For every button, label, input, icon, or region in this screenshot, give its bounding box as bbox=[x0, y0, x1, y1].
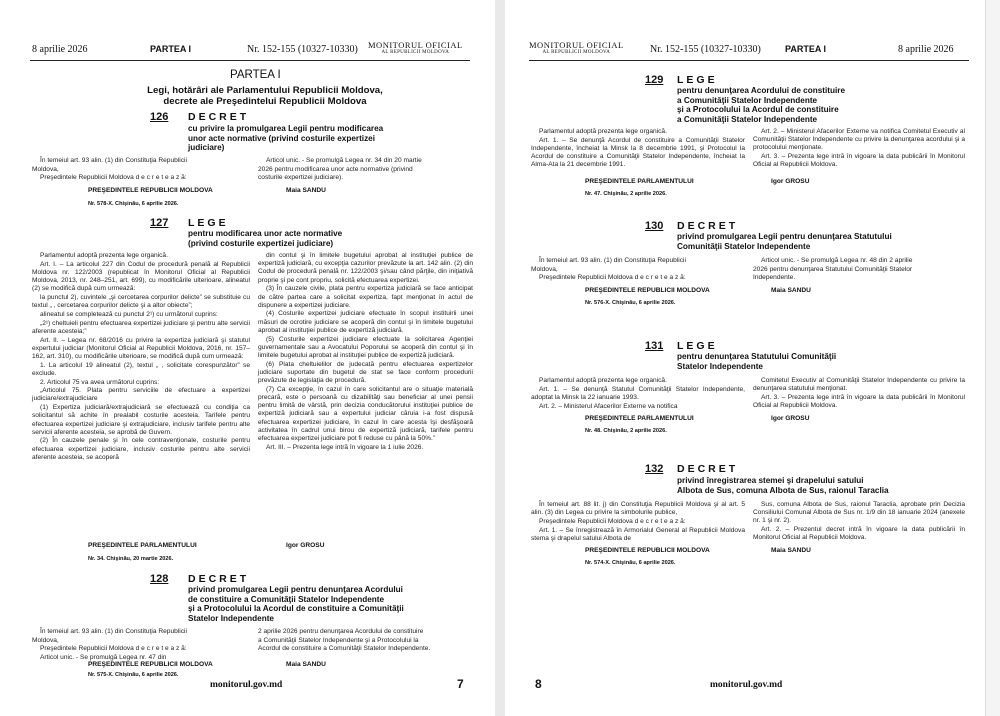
paragraph: (7) Ca excepţie, în cazul în care solicitantul are o situaţie materială precară, este o persoană cu dizabilităţi sau beneficiar al unei pensii pentru limită de vârstă, prin decizia conducătorului instituţiei publice de expertiză judiciară sau a expertului judiciar căruia i-a fost dispusă efectuarea expertizei judiciare, în cazul în care acesta îşi desfăşoară activitatea în cadrul unui birou de expertiză judiciară, tarifele pentru efectuarea expertizei judiciare pot fi reduse cu până la 50%.” bbox=[258, 385, 473, 442]
paragraph: Art. 3. – Prezenta lege intră în vigoare la data publicării în Monitorul Oficial al Republicii Moldova. bbox=[753, 393, 965, 410]
paragraph: (1) Expertiza judiciară/extrajudiciară se efectuează cu condiţia ca solicitantul să achite în prealabil costurile acesteia. Tarifele pentru efectuarea expertizei judiciare şi extrajudiciare, inclusiv tarifele pentru alte servicii aferente acesteia, se aprobă de Guvern. bbox=[32, 404, 250, 436]
act-body-left: În temeiul art. 93 alin. (1) din Constituţia Republicii Moldova, Preşedintele Republicii Moldova d e c r e t e a z ă: Articol unic. - Se promulgă Legea nr. 47 din bbox=[32, 628, 187, 662]
paragraph: Art. III. – Prezenta lege intră în vigoare la 1 iulie 2026. bbox=[266, 443, 424, 451]
signer-title: PREŞEDINTELE PARLAMENTULUI bbox=[585, 415, 694, 422]
paragraph: Sus, comuna Albota de Sus, raionul Taraclia, aprobate prin Decizia Consiliului Comunal Albota de Sus nr. 1/9 din 18 ianuarie 2024 (anexele nr. 1 şi nr. 2). bbox=[753, 501, 965, 525]
paragraph: Art. II. – Legea nr. 68/2016 cu privire la expertiza judiciară şi statutul expertului judiciar (Monitorul Oficial al Republicii Moldova, 2016, nr. 157–162, art. 310), cu modificările ulterioare, se modifică după cum urmează: bbox=[32, 336, 250, 360]
signer-name: Maia SANDU bbox=[771, 547, 811, 554]
signer-name: Maia SANDU bbox=[286, 661, 326, 668]
act-body-left bbox=[531, 377, 745, 411]
page-right bbox=[505, 0, 1000, 716]
act-title: pentru denunţarea Acordului de constituire a Comunităţii Statelor Independente şi a Protocolului la Acordul de constituire a Comunităţii Statelor Independente bbox=[677, 86, 846, 124]
act-body-left: În temeiul art. 93 alin. (1) din Constituţia Republicii Moldova, Preşedintele Republicii Moldova d e c r e t e a z ă: bbox=[32, 157, 187, 182]
act-body-left bbox=[531, 501, 745, 544]
header-date: 8 aprilie 2026 bbox=[898, 44, 954, 55]
act-number: 127 bbox=[150, 217, 169, 229]
act-number: 130 bbox=[645, 220, 664, 232]
act-number: 132 bbox=[645, 463, 664, 475]
paragraph: Art. 1. – Se denunţă Acordul de constituire a Comunităţii Statelor Independente, încheiat la Minsk la 8 decembrie 1991, şi Protocolul la Acordul de constituire a Comunităţii Statelor Independente, încheiat la Alma-Ata la 21 decembrie 1991. bbox=[531, 136, 745, 169]
signer-name: Maia SANDU bbox=[771, 287, 811, 294]
header-rule bbox=[529, 60, 969, 61]
act-registration: Nr. 574-X. Chişinău, 6 aprilie 2026. bbox=[585, 560, 676, 566]
act-number: 131 bbox=[645, 340, 664, 352]
act-registration: Nr. 47. Chişinău, 2 aprilie 2026. bbox=[585, 191, 667, 197]
act-title: privind promulgarea Legii pentru denunţarea Acordului de constituire a Comunităţii Statelor Independente şi a Protocolului la Acordul de constituire a Comunităţii Statelor Independente bbox=[188, 585, 404, 623]
masthead-sub: AL REPUBLICII MOLDOVA bbox=[542, 50, 611, 55]
header-part: PARTEA I bbox=[150, 44, 192, 54]
paragraph: „Articolul 75. Plata pentru serviciile de efectuare a expertizei judiciare/extrajudiciare bbox=[32, 387, 250, 403]
act-body-right: 2 aprilie 2026 pentru denunţarea Acordului de constituire a Comunităţii Statelor Independente şi a Protocolului la Acordul de constituire a Comunităţii Statelor Independente. bbox=[258, 628, 431, 653]
paragraph: Art. 1. – Se denunţă Statutul Comunităţii Statelor Independente, adoptat la Minsk la 22 ianuarie 1993. bbox=[531, 385, 745, 401]
paragraph: Art. 1. – Se înregistrează în Armorialul General al Republicii Moldova stema şi drapelul satului Albota de bbox=[531, 526, 745, 542]
signer-name: Igor GROSU bbox=[771, 178, 810, 185]
act-number: 128 bbox=[150, 573, 169, 585]
footer-site[interactable]: monitorul.gov.md bbox=[710, 680, 783, 690]
act-body-right: Articol unic. - Se promulgă Legea nr. 34 din 20 martie 2026 pentru modificarea unor acte normative (privind costurile expertizei judiciare). bbox=[258, 157, 422, 182]
header-part: PARTEA I bbox=[785, 44, 827, 54]
paragraph: Art. 2. – Prezentul decret intră în vigoare la data publicării în Monitorul Oficial al Republicii Moldova. bbox=[753, 526, 965, 542]
act-body-left bbox=[32, 252, 250, 463]
act-type: LEGE bbox=[188, 217, 229, 229]
paragraph: (4) Costurile expertizei judiciare efectuate în scopul instituirii unei măsuri de ocrotire judiciare se acoperă din contul şi în limitele bugetului aprobat al instituţiei publice de expertiză judiciară. bbox=[258, 310, 473, 334]
paragraph: Comitetul Executiv al Comunităţii Statelor Independente cu privire la denunţarea statutului menţionat. bbox=[753, 377, 965, 393]
act-type: DECRET bbox=[188, 573, 250, 585]
page-left bbox=[0, 0, 495, 716]
signer-name: Maia SANDU bbox=[286, 187, 326, 194]
act-title: privind promulgarea Legii pentru denunţarea Statutului Comunităţii Statelor Independente bbox=[677, 232, 892, 251]
signer-title: PREŞEDINTELE REPUBLICII MOLDOVA bbox=[585, 287, 710, 294]
footer-site[interactable]: monitorul.gov.md bbox=[210, 680, 283, 690]
act-body-right bbox=[258, 252, 473, 452]
paragraph: Art. I. – La articolul 227 din Codul de procedură penală al Republicii Moldova nr. 122/2003 (republicat în Monitorul Oficial al Republicii Moldova, 2013, nr. 248–251, art. 699), cu modificările ulterioare, alineatul (2) se modifică după cum urmează: bbox=[32, 260, 250, 293]
paragraph: (6) Plata cheltuielilor de judecată pentru efectuarea expertizelor judiciare suportate din bugetul de stat se face conform procedurii prevăzute de legislaţia de procedură. bbox=[258, 360, 473, 385]
signer-title: PREŞEDINTELE REPUBLICII MOLDOVA bbox=[585, 547, 710, 554]
paragraph: În temeiul art. 88 lit. j) din Constituţia Republicii Moldova şi al art. 5 alin. (3) din Legea cu privire la simbolurile publice, bbox=[531, 501, 745, 517]
act-number: 126 bbox=[150, 111, 169, 123]
act-type: LEGE bbox=[677, 74, 718, 86]
part-title: PARTEA I bbox=[230, 69, 281, 81]
act-body-left: În temeiul art. 93 alin. (1) din Constituţia Republicii Moldova, Preşedintele Republicii Moldova d e c r e t e a z ă: bbox=[531, 257, 686, 282]
page-number: 8 bbox=[535, 677, 542, 691]
paragraph: (2) În cauzele penale şi în cele contravenţionale, costurile pentru efectuarea expertizei judiciare, inclusiv costurile pentru alte servicii aferente acesteia, se acoperă bbox=[32, 437, 250, 461]
header-issue: Nr. 152-155 (10327-10330) bbox=[650, 44, 761, 55]
act-type: DECRET bbox=[188, 111, 250, 123]
act-registration: Nr. 575-X. Chişinău, 6 aprilie 2026. bbox=[88, 672, 179, 678]
paragraph: Preşedintele Republicii Moldova d e c r e t e a z ă: bbox=[539, 517, 686, 525]
act-registration: Nr. 34. Chişinău, 20 martie 2026. bbox=[88, 556, 174, 562]
paragraph: la punctul 2), cuvintele „şi cercetarea corpurilor delicte” se substituie cu textul „ , cercetarea corpurilor delicte şi a altor obiecte”; bbox=[32, 294, 250, 310]
act-title: cu privire la promulgarea Legii pentru modificarea unor acte normative (privind costurile expertizei judiciare) bbox=[188, 124, 384, 153]
part-subtitle: Legi, hotărâri ale Parlamentului Republicii Moldova, decrete ale Preşedintelui Republicii Moldova bbox=[147, 85, 383, 107]
signer-title: PREŞEDINTELE PARLAMENTULUI bbox=[585, 178, 694, 185]
paragraph: 1. La articolul 19 alineatul (2), textul „ , solicitate corespunzător” se exclude. bbox=[32, 361, 250, 377]
act-type: DECRET bbox=[677, 463, 739, 475]
act-registration: Nr. 48. Chişinău, 2 aprilie 2026. bbox=[585, 428, 667, 434]
masthead-title: MONITORUL OFICIAL bbox=[368, 40, 463, 50]
masthead-sub: AL REPUBLICII MOLDOVA bbox=[381, 50, 450, 55]
paragraph: Parlamentul adoptă prezenta lege organică. bbox=[539, 128, 667, 135]
act-type: LEGE bbox=[677, 340, 718, 352]
paragraph: 2. Articolul 75 va avea următorul cuprins: bbox=[40, 378, 160, 386]
act-number: 129 bbox=[645, 74, 664, 86]
act-body-right bbox=[753, 377, 965, 411]
paragraph: din contul şi în limitele bugetului aprobat al instituţiei publice de expertiză judiciară, cu excepţia cazurilor prevăzute la art. 142 alin. (2) din Codul de procedură penală nr. 122/2003 şi/sau când părţile, din iniţiativă proprie şi pe cont propriu, solicită efectuarea expertizei. bbox=[258, 252, 473, 284]
paragraph: Art. 2. – Ministerul Afacerilor Externe va notifica Comitetul Executiv al Comunităţii Statelor Independente cu privire la denunţarea acordului şi a protocolului menţionate. bbox=[753, 128, 965, 152]
paragraph: (5) Costurile expertizei judiciare efectuate la solicitarea Agenţiei guvernamentale sau a Avocatului Poporului se acoperă din contul şi în limitele bugetului aprobat al instituţiei publice de expertiză judiciară. bbox=[258, 335, 473, 359]
act-body-right bbox=[753, 501, 965, 543]
signer-title: PREŞEDINTELE REPUBLICII MOLDOVA bbox=[88, 661, 213, 668]
act-title: privind înregistrarea stemei şi drapelului satului Albota de Sus, comuna Albota de Sus, raionul Taraclia bbox=[677, 476, 889, 495]
paragraph: (3) În cauzele civile, plata pentru expertiza judiciară se face anticipat de către partea care a solicitat expertiza, fapt menţionat în actul de dispunere a expertizei judiciare. bbox=[258, 285, 473, 309]
viewer-scrollbar[interactable] bbox=[985, 0, 1000, 716]
paragraph: Art. 3. – Prezenta lege intră în vigoare la data publicării în Monitorul Oficial al Republicii Moldova. bbox=[753, 153, 965, 169]
signer-title: PREŞEDINTELE REPUBLICII MOLDOVA bbox=[88, 187, 213, 194]
signer-name: Igor GROSU bbox=[286, 542, 325, 549]
masthead-logo bbox=[368, 41, 463, 57]
header-date: 8 aprilie 2026 bbox=[32, 44, 88, 55]
act-type: DECRET bbox=[677, 220, 739, 232]
act-registration: Nr. 578-X. Chişinău, 6 aprilie 2026. bbox=[88, 201, 179, 207]
paragraph: Parlamentul adoptă prezenta lege organică. bbox=[40, 252, 168, 259]
act-body-left bbox=[531, 128, 745, 170]
paragraph: Parlamentul adoptă prezenta lege organică. bbox=[539, 377, 667, 384]
act-body-right bbox=[753, 128, 965, 170]
signer-name: Igor GROSU bbox=[771, 415, 810, 422]
header-issue: Nr. 152-155 (10327-10330) bbox=[247, 44, 358, 55]
masthead-title: MONITORUL OFICIAL bbox=[529, 40, 624, 50]
paragraph: alineatul se completează cu punctul 2¹) cu următorul cuprins: bbox=[40, 310, 218, 318]
act-registration: Nr. 576-X. Chişinău, 6 aprilie 2026. bbox=[585, 300, 676, 306]
masthead-logo bbox=[529, 41, 624, 57]
paragraph: „2¹) cheltuieli pentru efectuarea expertizei judiciare şi pentru alte servicii aferente acesteia;” bbox=[32, 319, 250, 335]
act-title: pentru modificarea unor acte normative (privind costurile expertizei judiciare) bbox=[188, 229, 343, 248]
header-rule bbox=[30, 60, 470, 61]
act-body-right: Articol unic. - Se promulgă Legea nr. 48 din 2 aprilie 2026 pentru denunţarea Statutului Comunităţii Statelor Independente. bbox=[753, 257, 913, 282]
act-title: pentru denunţarea Statutului Comunităţii Statelor Independente bbox=[677, 352, 837, 371]
page-number: 7 bbox=[457, 677, 464, 691]
paragraph: Art. 2. – Ministerul Afacerilor Externe va notifica bbox=[539, 402, 678, 410]
page-gutter bbox=[495, 0, 505, 716]
signer-title: PREŞEDINTELE PARLAMENTULUI bbox=[88, 542, 197, 549]
